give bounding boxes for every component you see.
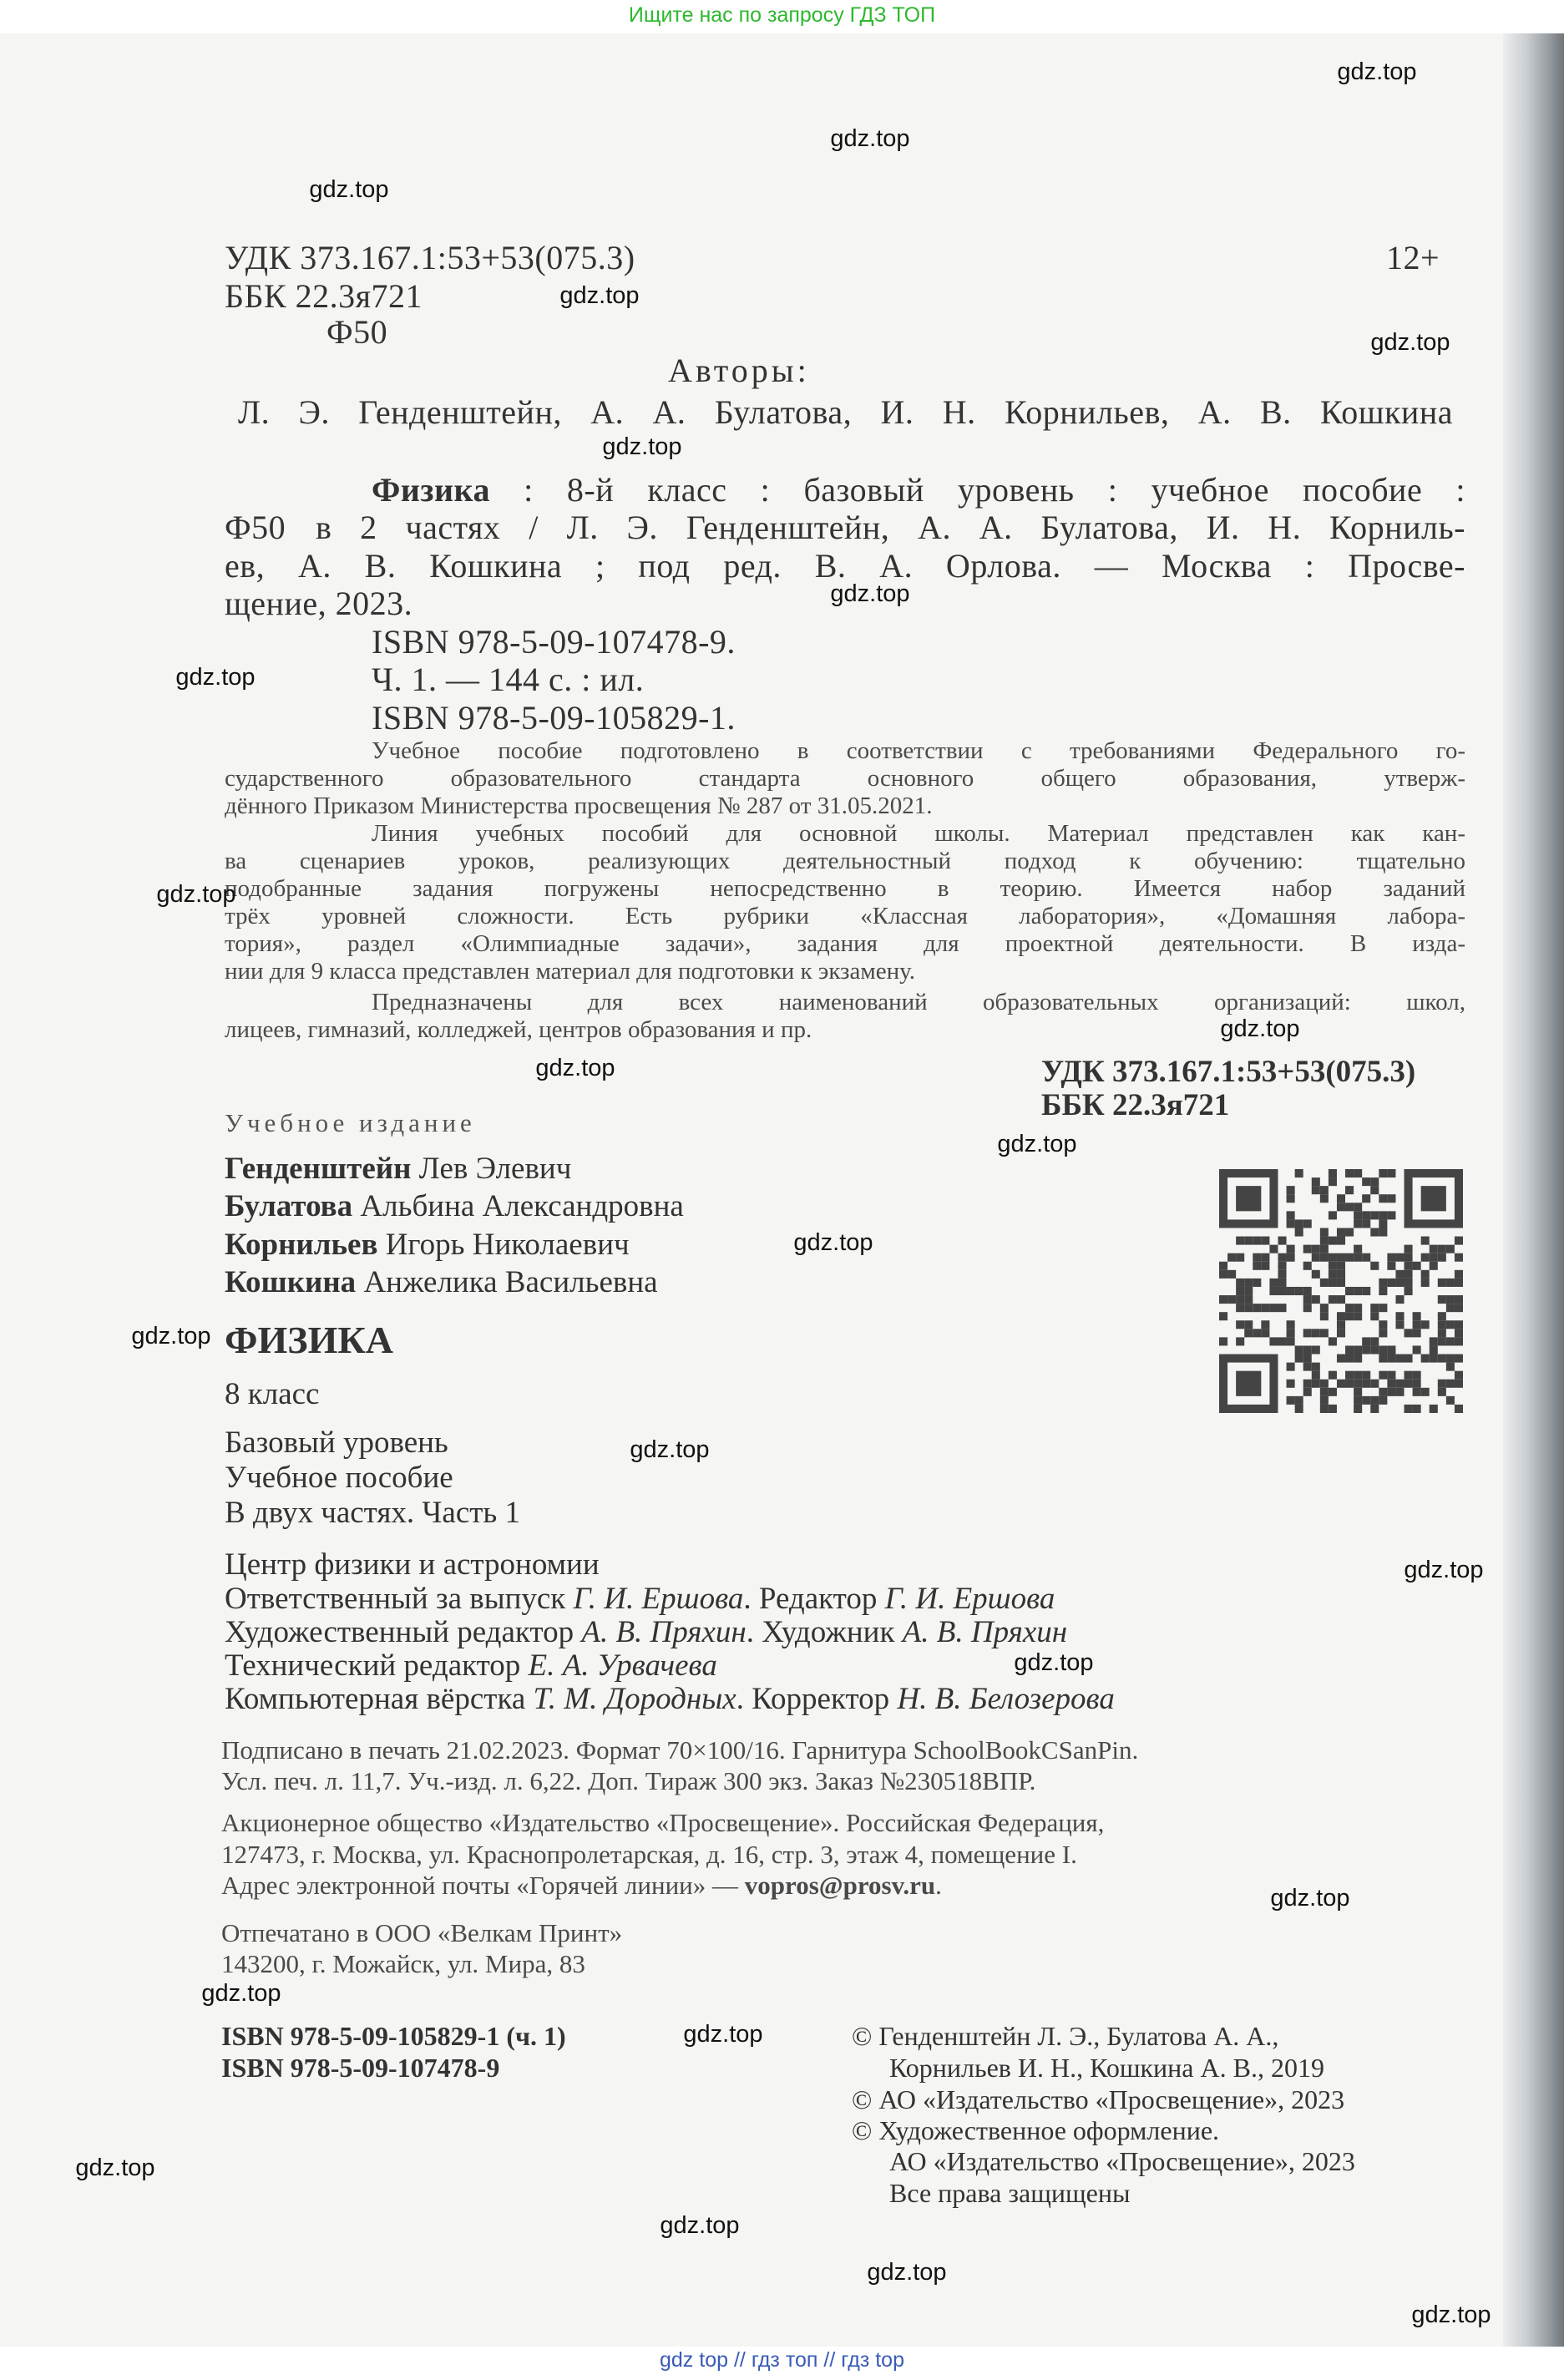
bbk-code: ББК 22.3я721 [225, 277, 423, 315]
person-4 [225, 1264, 658, 1300]
udk-bottom: УДК 373.167.1:53+53(075.3) [1041, 1055, 1416, 1089]
catalog-line-2: в 2 частях / Л. Э. Генденштейн, А. А. Булатова, И. Н. Корниль- [316, 509, 1465, 546]
footer-links [0, 2348, 1564, 2372]
watermark: gdz.top [1337, 58, 1417, 85]
hotline-email[interactable]: vopros@prosv.ru [744, 1871, 936, 1900]
footer-link-gdz-top-mixed[interactable]: гдз top [841, 2348, 904, 2372]
person-given-names: Игорь Николаевич [385, 1228, 630, 1262]
watermark: gdz.top [559, 282, 640, 309]
person-3 [225, 1227, 630, 1263]
catalog-line-1 [372, 470, 1465, 509]
book-type: Учебное пособие [225, 1461, 453, 1495]
printer-line: Отпечатано в ООО «Велкам Принт» [221, 1918, 623, 1947]
person-surname: Корнильев [225, 1228, 378, 1262]
qr-code[interactable] [1219, 1169, 1463, 1413]
print-info-line: Подписано в печать 21.02.2023. Формат 70×100/16. Гарнитура SchoolBookCSanPin. [221, 1735, 1139, 1765]
annotation-line: Учебное пособие подготовлено в соответствии с требованиями Федерального го- [372, 737, 1465, 764]
watermark: gdz.top [867, 2259, 947, 2286]
udk-code: УДК 373.167.1:53+53(075.3) [225, 239, 635, 276]
catalog-line-3: ев, А. В. Кошкина ; под ред. В. А. Орлова. — Москва : Просве- [225, 547, 1465, 585]
credit-line: Компьютерная вёрстка Т. М. Дородных. Корректор Н. В. Белозерова [225, 1682, 1115, 1716]
credit-line: Художественный редактор А. В. Пряхин. Художник А. В. Пряхин [225, 1615, 1068, 1649]
catalog-code: Ф50 [225, 509, 286, 546]
annotation-line: ва сценариев уроков, реализующих деятельностный подход к обучению: тщательно [225, 848, 1465, 874]
watermark: gdz.top [309, 176, 389, 203]
watermark: gdz.top [1411, 2302, 1491, 2328]
catalog-line-4: щение, 2023. [225, 585, 413, 622]
watermark: gdz.top [997, 1131, 1077, 1157]
annotation-line: нии для 9 класса представлен материал для подготовки к экзамену. [225, 958, 915, 985]
footer-separator: // [823, 2348, 836, 2372]
watermark: gdz.top [175, 664, 256, 691]
footer-link-gdz-top-ru[interactable]: гдз топ [751, 2348, 818, 2372]
person-1 [225, 1151, 571, 1187]
watermark: gdz.top [535, 1055, 615, 1081]
level: Базовый уровень [225, 1425, 448, 1460]
publisher-line: 127473, г. Москва, ул. Краснопролетарская, д. 16, стр. 3, этаж 4, помещение I. [221, 1840, 1077, 1869]
site-banner[interactable]: Ищите нас по запросу ГДЗ ТОП [628, 3, 936, 27]
catalog-part: Ч. 1. — 144 с. : ил. [372, 661, 645, 698]
person-surname: Кошкина [225, 1265, 357, 1299]
copyright-line: © Генденштейн Л. Э., Булатова А. А., [852, 2021, 1279, 2051]
copyright-line: АО «Издательство «Просвещение», 2023 [889, 2146, 1355, 2176]
watermark: gdz.top [602, 433, 682, 460]
watermark: gdz.top [201, 1980, 281, 2007]
credit-line: Технический редактор Е. А. Урвачева [225, 1648, 717, 1683]
authors-heading: Авторы: [668, 352, 810, 389]
catalog-line-1-rest: : 8-й класс : базовый уровень : учебное пособие : [489, 471, 1465, 509]
person-given-names: Анжелика Васильевна [363, 1265, 658, 1299]
person-2 [225, 1188, 684, 1224]
age-rating: 12+ [1386, 239, 1440, 276]
annotation-line: Предназначены для всех наименований образовательных организаций: школ, [372, 989, 1465, 1015]
print-info-line: Усл. печ. л. 11,7. Уч.-изд. л. 6,22. Доп. Тираж 300 экз. Заказ №230518ВПР. [221, 1766, 1036, 1795]
copyright-line: © Художественное оформление. [852, 2115, 1220, 2145]
bbk-bottom: ББК 22.3я721 [1041, 1088, 1230, 1122]
catalog-isbn-1: ISBN 978-5-09-107478-9. [372, 623, 736, 661]
watermark: gdz.top [830, 125, 910, 152]
isbn-set: ISBN 978-5-09-107478-9 [221, 2053, 500, 2083]
person-given-names: Лев Элевич [418, 1152, 572, 1186]
authors-line: Л. Э. Генденштейн, А. А. Булатова, И. Н. Корнильев, А. В. Кошкина [238, 393, 1453, 431]
center: Центр физики и астрономии [225, 1547, 600, 1582]
copyright-line: Корнильев И. Н., Кошкина А. В., 2019 [889, 2053, 1324, 2083]
annotation-line: сударственного образовательного стандарта основного общего образования, утверж- [225, 765, 1465, 792]
annotation-line: дённого Приказом Министерства просвещения № 287 от 31.05.2021. [225, 792, 933, 819]
watermark: gdz.top [1404, 1557, 1484, 1583]
watermark: gdz.top [131, 1323, 211, 1350]
book-title: ФИЗИКА [225, 1319, 393, 1361]
printer-line: 143200, г. Можайск, ул. Мира, 83 [221, 1949, 585, 1978]
person-surname: Генденштейн [225, 1152, 412, 1186]
isbn-part1: ISBN 978-5-09-105829-1 (ч. 1) [221, 2021, 566, 2051]
footer-link-gdz-top[interactable]: gdz top [660, 2348, 729, 2372]
watermark: gdz.top [1014, 1649, 1094, 1676]
annotation-line: трёх уровней сложности. Есть рубрики «Классная лаборатория», «Домашняя лабора- [225, 903, 1465, 929]
copyright-line: Все права защищены [889, 2178, 1131, 2208]
credit-line: Ответственный за выпуск Г. И. Ершова. Редактор Г. И. Ершова [225, 1582, 1055, 1616]
annotation-line: Линия учебных пособий для основной школы. Материал представлен как кан- [372, 820, 1465, 847]
catalog-title: Физика [372, 471, 490, 509]
person-surname: Булатова [225, 1189, 353, 1223]
person-given-names: Альбина Александровна [360, 1189, 684, 1223]
watermark: gdz.top [683, 2021, 763, 2048]
watermark: gdz.top [793, 1229, 873, 1256]
watermark: gdz.top [630, 1436, 710, 1463]
watermark: gdz.top [1370, 329, 1450, 356]
watermark: gdz.top [1220, 1015, 1300, 1042]
hotline-line: Адрес электронной почты «Горячей линии» — vopros@prosv.ru. [221, 1871, 942, 1900]
watermark: gdz.top [75, 2155, 155, 2181]
publisher-line: Акционерное общество «Издательство «Просвещение». Российская Федерация, [221, 1808, 1105, 1837]
annotation-line: подобранные задания погружены непосредственно в теорию. Имеется набор заданий [225, 875, 1465, 902]
footer-separator: // [733, 2348, 746, 2372]
copyright-line: © АО «Издательство «Просвещение», 2023 [852, 2084, 1345, 2114]
watermark: gdz.top [156, 881, 236, 908]
author-mark: Ф50 [326, 313, 388, 351]
grade: 8 класс [225, 1377, 320, 1411]
annotation-line: тория», раздел «Олимпиадные задачи», задания для проектной деятельности. В изда- [225, 930, 1465, 957]
page-edge-shadow [1503, 33, 1564, 2355]
annotation-line: лицеев, гимназий, колледжей, центров образования и пр. [225, 1016, 812, 1043]
catalog-isbn-2: ISBN 978-5-09-105829-1. [372, 699, 736, 737]
watermark: gdz.top [1270, 1885, 1350, 1912]
watermark: gdz.top [830, 580, 910, 607]
parts: В двух частях. Часть 1 [225, 1496, 521, 1530]
watermark: gdz.top [660, 2212, 740, 2239]
edition-label: Учебное издание [225, 1108, 476, 1137]
